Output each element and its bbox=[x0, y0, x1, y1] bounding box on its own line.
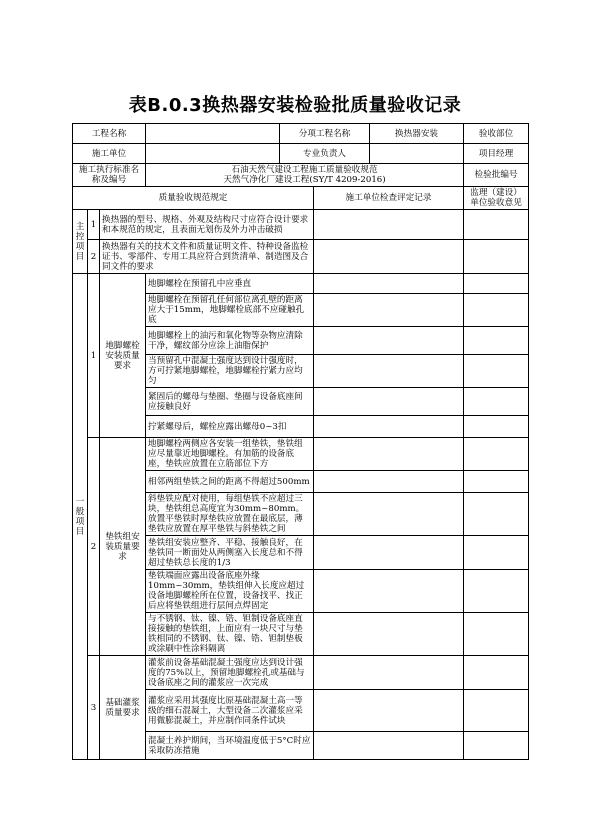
contractor-result-cell[interactable] bbox=[314, 388, 464, 416]
batch-no-label: 检验批编号 bbox=[464, 164, 529, 187]
contractor-result-cell[interactable] bbox=[314, 438, 464, 471]
group-label: 基础灌浆质量要求 bbox=[100, 656, 146, 760]
provision-text: 换热器有关的技术文件和质量证明文件、特种设备监检证书、零部件、专用工具应符合到货清单、制造图及合同文件的要求 bbox=[100, 240, 314, 274]
project-name-value[interactable] bbox=[146, 124, 280, 144]
item-number: 2 bbox=[88, 240, 100, 274]
contractor-result-cell[interactable] bbox=[314, 690, 464, 732]
acceptance-part-label: 验收部位 bbox=[464, 124, 529, 144]
provision-column-header: 质量验收规范规定 bbox=[73, 187, 314, 210]
provision-text: 垫铁端面应露出设备底座外缘10mm~30mm，垫铁组伸入长度应超过设备地脚螺栓所在位置，设备找平、找正后应将垫铁组进行层间点焊固定 bbox=[146, 570, 314, 613]
sub-project-label: 分项工程名称 bbox=[280, 124, 370, 144]
provision-text: 垫铁组安装应整齐、平稳、接触良好，在垫铁同一断面处从两侧塞入长度总和不得超过垫铁总长度的1/3 bbox=[146, 536, 314, 570]
project-name-label: 工程名称 bbox=[73, 124, 146, 144]
contractor-result-cell[interactable] bbox=[314, 274, 464, 294]
provision-text: 当预留孔中混凝土强度达到设计强度时，方可拧紧地脚螺栓，地脚螺栓拧紧力应均匀 bbox=[146, 355, 314, 388]
contractor-result-cell[interactable] bbox=[314, 732, 464, 760]
supervisor-opinion-cell[interactable] bbox=[464, 355, 529, 388]
supervisor-opinion-cell[interactable] bbox=[464, 732, 529, 760]
provision-text: 与不锈钢、钛、镍、锆、钽制设备底座直接接触的垫铁组，上面应有一块尺寸与垫铁相同的不锈钢、钛、镍、锆、钽制垫板或涂刷中性涂料隔离 bbox=[146, 613, 314, 656]
inspection-record-table bbox=[72, 123, 529, 760]
professional-lead-label: 专业负责人 bbox=[280, 144, 370, 164]
supervisor-opinion-cell[interactable] bbox=[464, 613, 529, 656]
supervisor-opinion-cell[interactable] bbox=[464, 210, 529, 240]
provision-text: 斜垫铁应配对使用，每组垫铁不应超过三块，垫铁组总高度宜为30mm~80mm。放置平垫铁时厚垫铁应放置在最底层，薄垫铁应放置在厚平垫铁与斜垫铁之间 bbox=[146, 493, 314, 536]
supervisor-opinion-column-header: 监理（建设）单位验收意见 bbox=[464, 187, 529, 210]
contractor-result-cell[interactable] bbox=[314, 355, 464, 388]
group-number: 3 bbox=[88, 656, 100, 760]
standard-value-line-1: 石油天然气建设工程施工质量验收规范 bbox=[231, 165, 378, 175]
contractor-result-cell[interactable] bbox=[314, 210, 464, 240]
general-items-label: 一般项目 bbox=[73, 274, 88, 760]
supervisor-opinion-cell[interactable] bbox=[464, 416, 529, 438]
page-title: 表B.0.3换热器安装检验批质量验收记录 bbox=[128, 95, 462, 116]
provision-text: 灌浆应采用其强度比原基础混凝土高一等级的细石混凝土，大型设备二次灌浆应采用微膨混凝土，并应制作同条件试块 bbox=[146, 690, 314, 732]
sub-project-value: 换热器安装 bbox=[370, 124, 464, 144]
item-number: 1 bbox=[88, 210, 100, 240]
group-number: 1 bbox=[88, 274, 100, 438]
contractor-result-cell[interactable] bbox=[314, 240, 464, 274]
provision-text: 拧紧螺母后，螺栓应露出螺母0~3扣 bbox=[146, 416, 314, 438]
contractor-result-cell[interactable] bbox=[314, 613, 464, 656]
construction-unit-value[interactable] bbox=[146, 144, 280, 164]
group-number: 2 bbox=[88, 438, 100, 656]
supervisor-opinion-cell[interactable] bbox=[464, 536, 529, 570]
supervisor-opinion-cell[interactable] bbox=[464, 656, 529, 690]
contractor-result-cell[interactable] bbox=[314, 327, 464, 355]
group-label: 地脚螺栓安装质量要求 bbox=[100, 274, 146, 438]
provision-text: 地脚螺栓在预留孔任何部位离孔壁的距离应大于15mm，地脚螺栓底部不应碰触孔底 bbox=[146, 294, 314, 327]
contractor-result-cell[interactable] bbox=[314, 294, 464, 327]
supervisor-opinion-cell[interactable] bbox=[464, 294, 529, 327]
supervisor-opinion-cell[interactable] bbox=[464, 493, 529, 536]
contractor-result-column-header: 施工单位检查评定记录 bbox=[314, 187, 464, 210]
contractor-result-cell[interactable] bbox=[314, 656, 464, 690]
provision-text: 地脚螺栓两侧应各安装一组垫铁，垫铁组应尽量靠近地脚螺栓。有加筋的设备底座，垫铁应放置在立筋部位下方 bbox=[146, 438, 314, 471]
supervisor-opinion-cell[interactable] bbox=[464, 570, 529, 613]
contractor-result-cell[interactable] bbox=[314, 536, 464, 570]
project-manager-label: 项目经理 bbox=[464, 144, 529, 164]
contractor-result-cell[interactable] bbox=[314, 493, 464, 536]
provision-text: 混凝土养护期间，当环境温度低于5°C时应采取防冻措施 bbox=[146, 732, 314, 760]
standard-value bbox=[146, 164, 464, 187]
supervisor-opinion-cell[interactable] bbox=[464, 327, 529, 355]
provision-text: 换热器的型号、规格、外观及结构尺寸应符合设计要求和本规范的规定，且表面无划伤及外力冲击破损 bbox=[100, 210, 314, 240]
supervisor-opinion-cell[interactable] bbox=[464, 240, 529, 274]
main-control-label: 主控项目 bbox=[73, 210, 88, 274]
professional-lead-value[interactable] bbox=[370, 144, 464, 164]
supervisor-opinion-cell[interactable] bbox=[464, 274, 529, 294]
provision-text: 紧固后的螺母与垫圈、垫圈与设备底座间应接触良好 bbox=[146, 388, 314, 416]
contractor-result-cell[interactable] bbox=[314, 416, 464, 438]
supervisor-opinion-cell[interactable] bbox=[464, 690, 529, 732]
supervisor-opinion-cell[interactable] bbox=[464, 388, 529, 416]
standard-value-line-2: 天然气净化厂建设工程(SY/T 4209-2016) bbox=[223, 175, 386, 185]
provision-text: 地脚螺栓上的油污和氧化物等杂物应清除干净，螺纹部分应涂上油脂保护 bbox=[146, 327, 314, 355]
contractor-result-cell[interactable] bbox=[314, 471, 464, 493]
standard-label: 施工执行标准名称及编号 bbox=[73, 164, 146, 187]
supervisor-opinion-cell[interactable] bbox=[464, 471, 529, 493]
provision-text: 相邻两组垫铁之间的距离不得超过500mm bbox=[146, 471, 314, 493]
supervisor-opinion-cell[interactable] bbox=[464, 438, 529, 471]
contractor-result-cell[interactable] bbox=[314, 570, 464, 613]
provision-text: 灌浆前设备基础混凝土强度应达到设计强度的75%以上，预留地脚螺栓孔或基础与设备底座之间的灌浆应一次完成 bbox=[146, 656, 314, 690]
group-label: 垫铁组安装质量要求 bbox=[100, 438, 146, 656]
construction-unit-label: 施工单位 bbox=[73, 144, 146, 164]
provision-text: 地脚螺栓在预留孔中应垂直 bbox=[146, 274, 314, 294]
